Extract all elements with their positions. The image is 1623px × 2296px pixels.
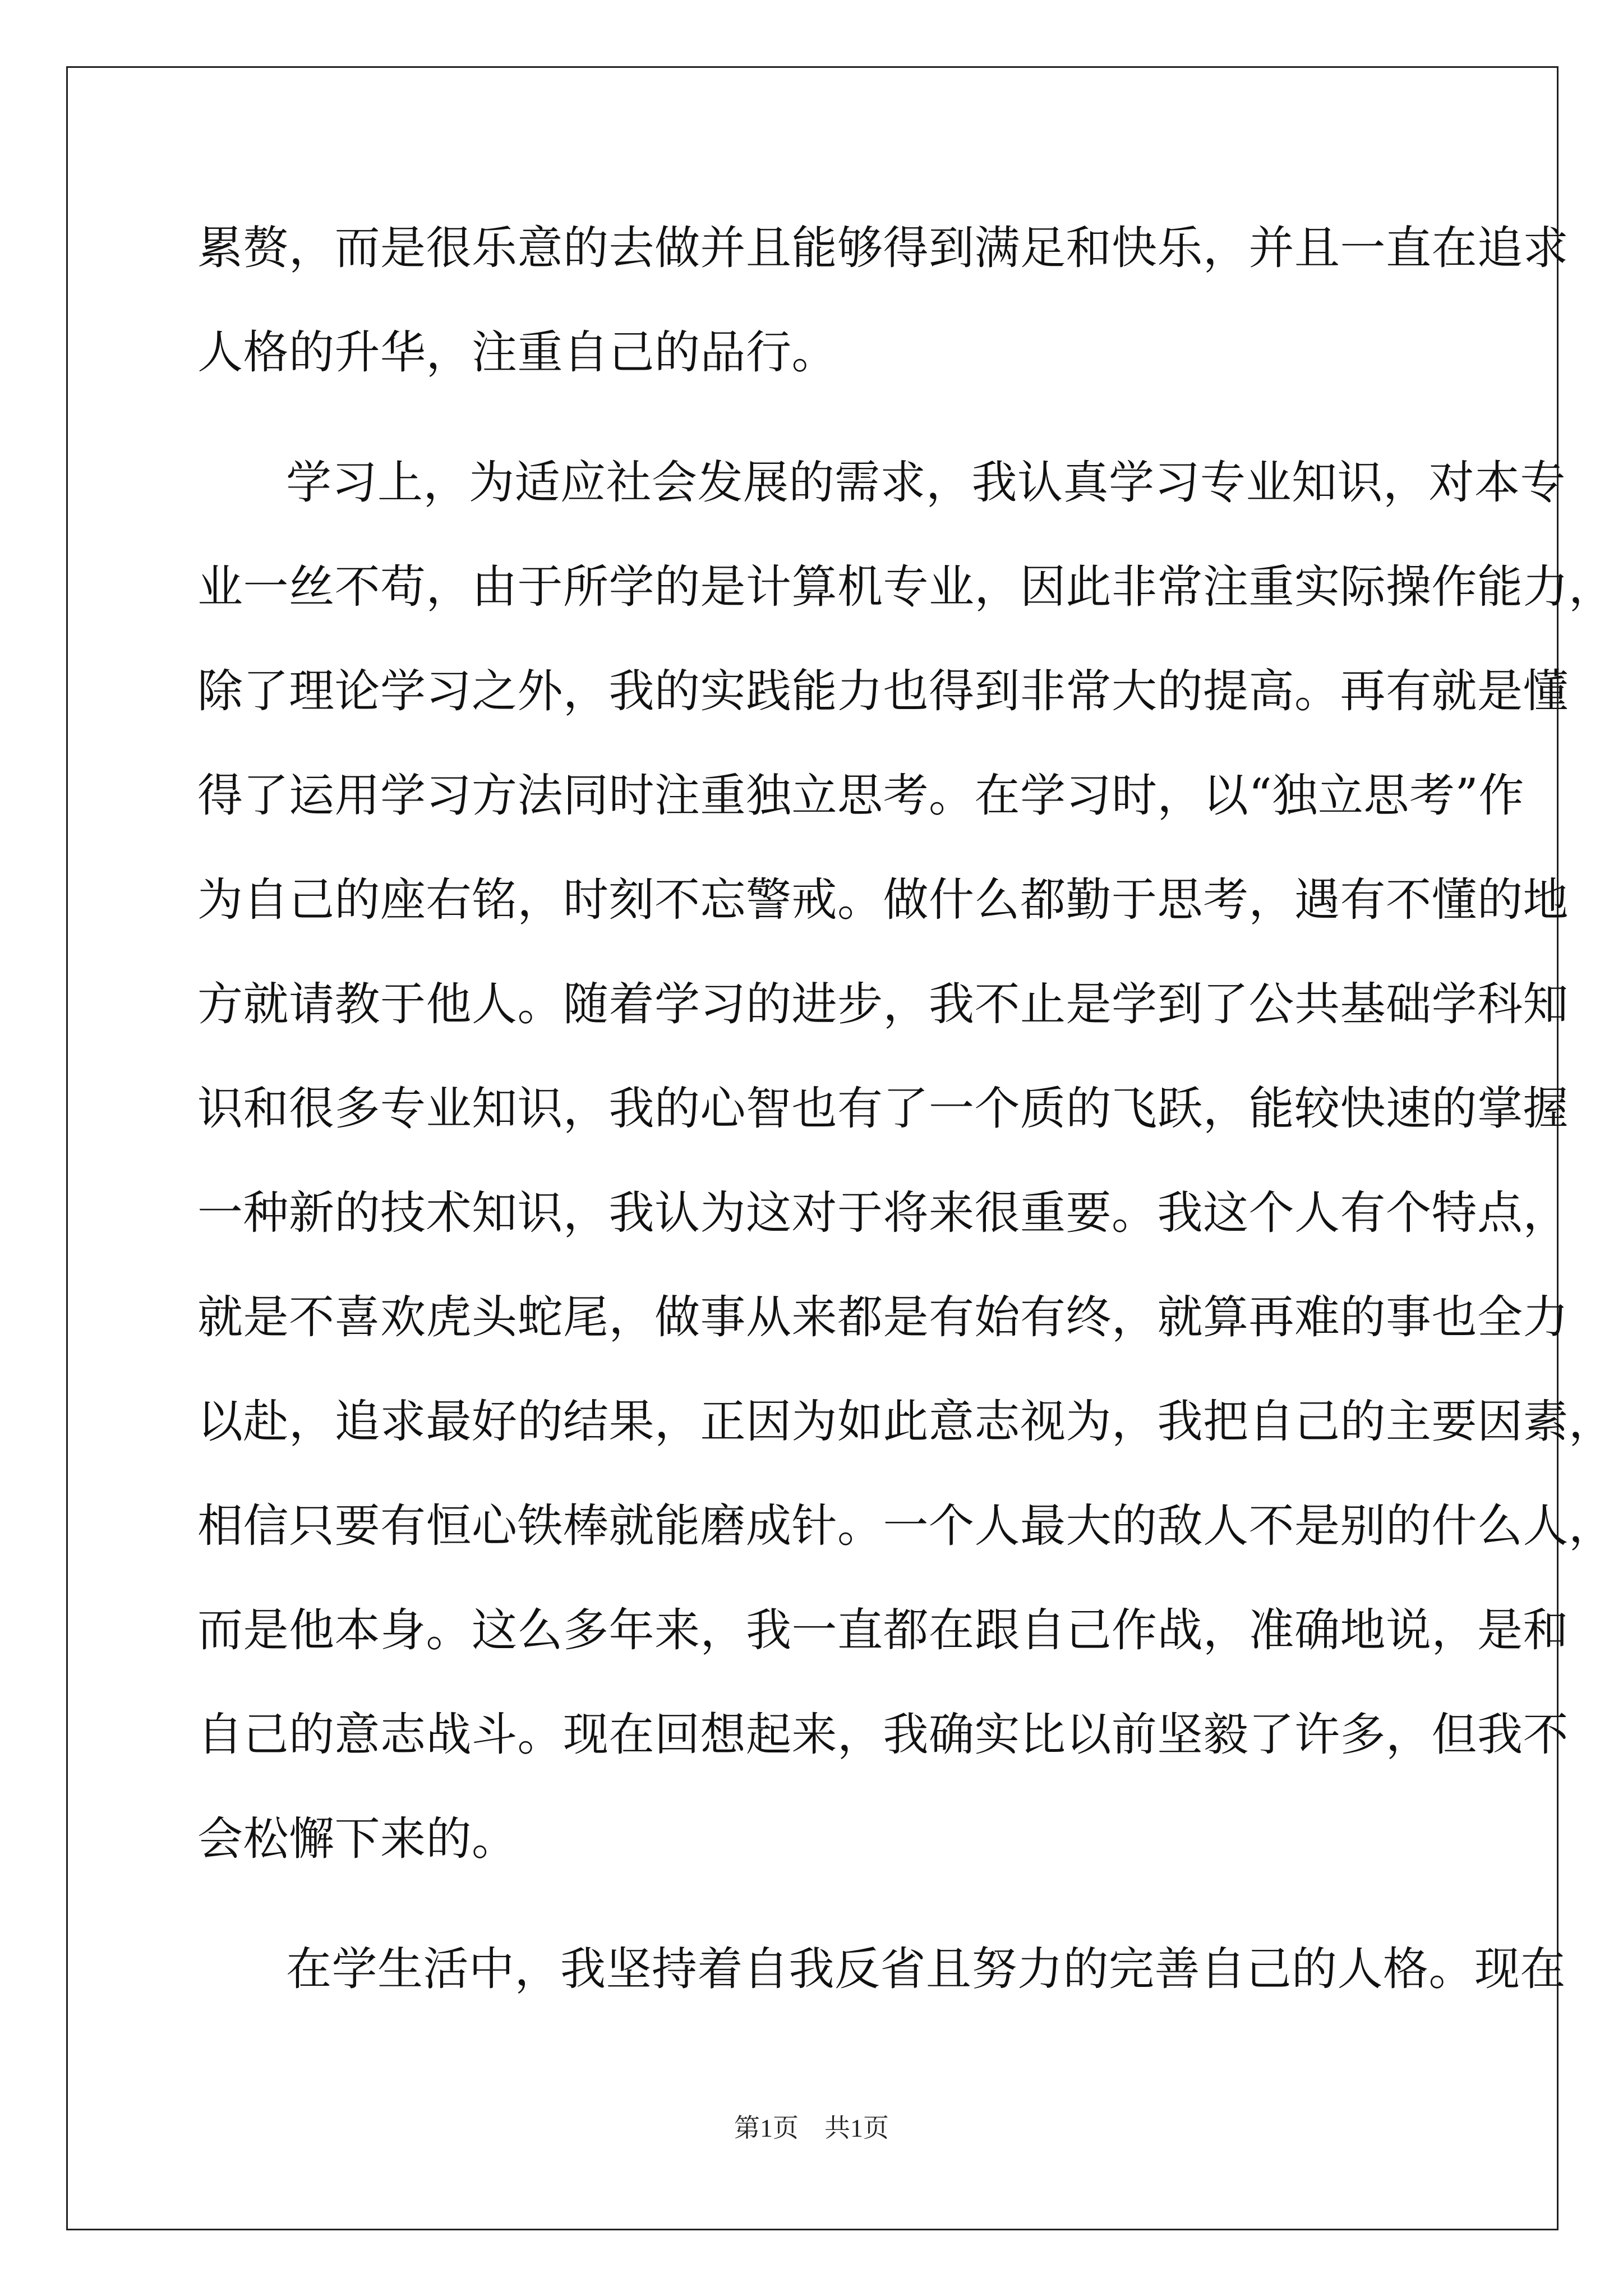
- text-line: 就是不喜欢虎头蛇尾，做事从来都是有始有终，就算再难的事也全力: [197, 1291, 1569, 1344]
- text-line: 一种新的技术知识，我认为这对于将来很重要。我这个人有个特点，: [197, 1187, 1569, 1240]
- text-line: 学习上，为适应社会发展的需求，我认真学习专业知识，对本专: [286, 457, 1566, 509]
- text-line: 在学生活中，我坚持着自我反省且努力的完善自己的人格。现在: [286, 1943, 1566, 1996]
- text-line: 业一丝不苟，由于所学的是计算机专业，因此非常注重实际操作能力，: [197, 561, 1615, 614]
- text-line: 人格的升华，注重自己的品行。: [197, 326, 838, 379]
- text-line: 方就请教于他人。随着学习的进步，我不止是学到了公共基础学科知: [197, 978, 1569, 1031]
- text-line: 会松懈下来的。: [197, 1813, 518, 1866]
- text-line: 除了理论学习之外，我的实践能力也得到非常大的提高。再有就是懂: [197, 665, 1569, 718]
- text-line: 为自己的座右铭，时刻不忘警戒。做什么都勤于思考，遇有不懂的地: [197, 874, 1569, 927]
- page-footer: [0, 2108, 1623, 2145]
- document-body: [197, 218, 1615, 2043]
- text-line: 识和很多专业知识，我的心智也有了一个质的飞跃，能较快速的掌握: [197, 1083, 1569, 1135]
- page-number: 第1页: [734, 2114, 799, 2142]
- text-line: 自己的意志战斗。现在回想起来，我确实比以前坚毅了许多，但我不: [197, 1709, 1569, 1761]
- text-line: 得了运用学习方法同时注重独立思考。在学习时，以“独立思考”作: [197, 770, 1524, 822]
- text-line: 相信只要有恒心铁棒就能磨成针。一个人最大的敌人不是别的什么人，: [197, 1500, 1615, 1553]
- text-line: 而是他本身。这么多年来，我一直都在跟自己作战，准确地说，是和: [197, 1604, 1569, 1657]
- text-line: 以赴，追求最好的结果，正因为如此意志视为，我把自己的主要因素，: [197, 1396, 1615, 1448]
- text-line: 累赘，而是很乐意的去做并且能够得到满足和快乐，并且一直在追求: [197, 222, 1569, 275]
- page-total: 共1页: [824, 2114, 889, 2142]
